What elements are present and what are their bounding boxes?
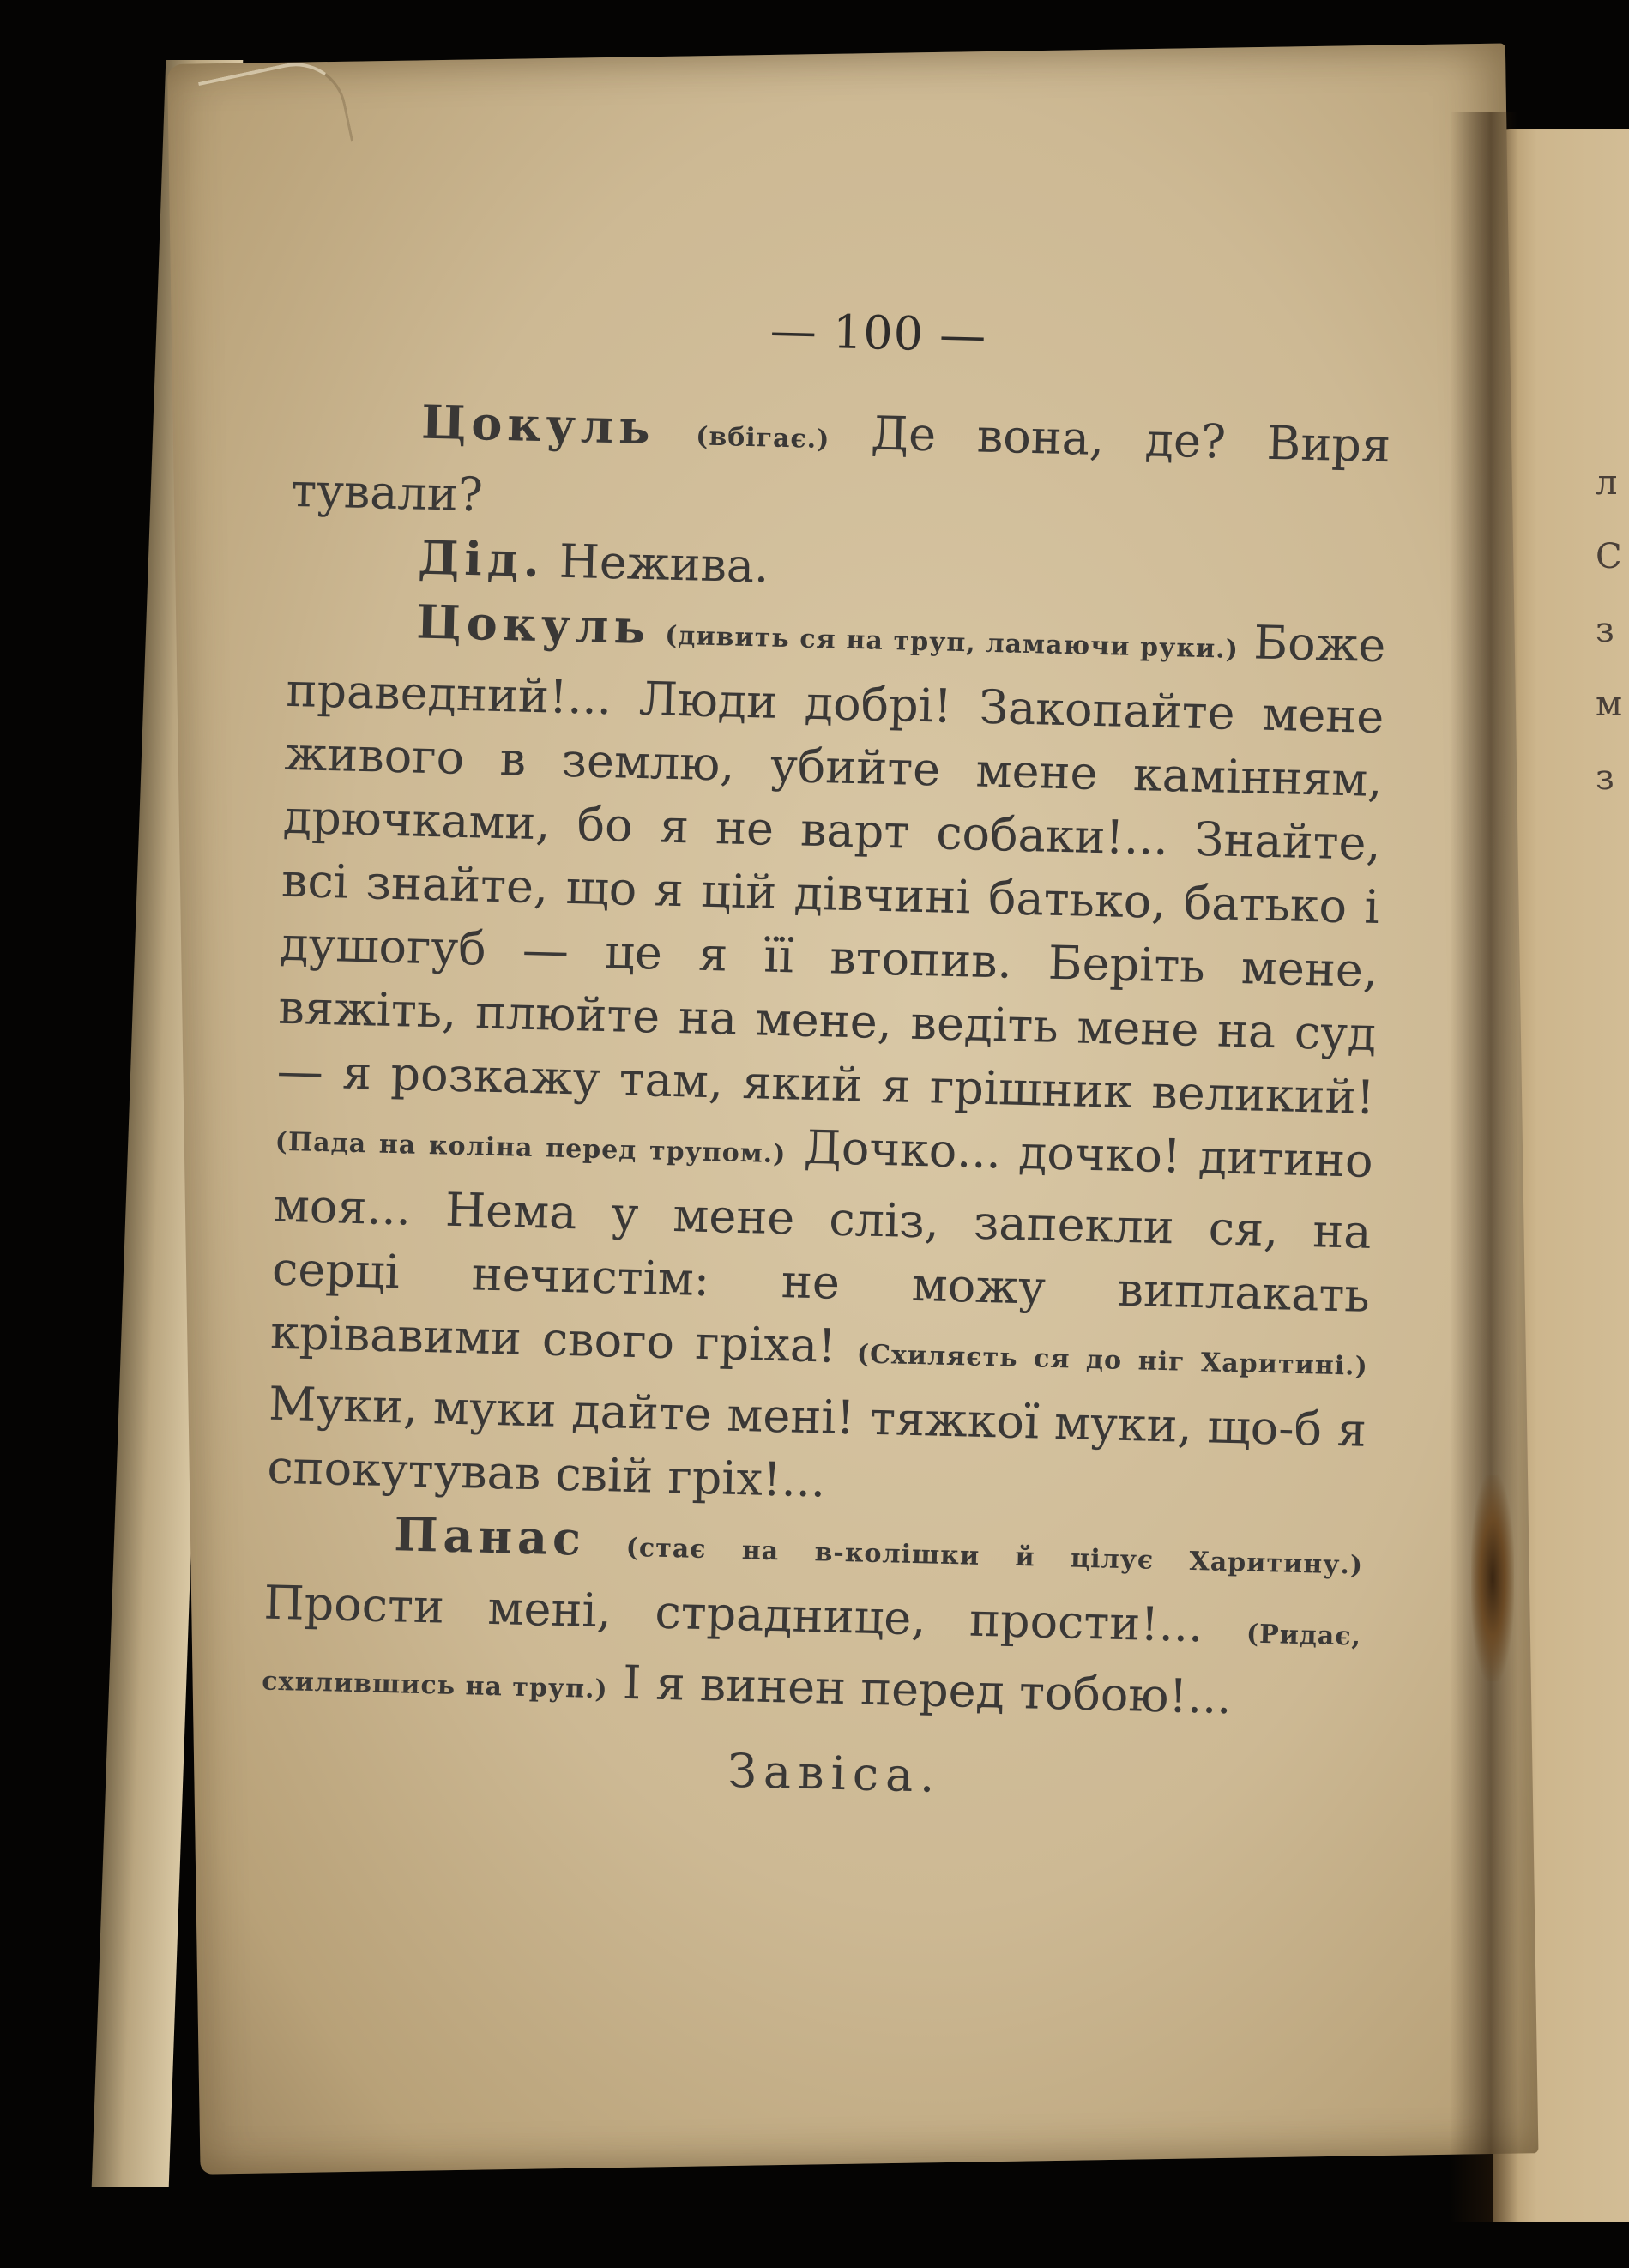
facing-fragment: з bbox=[1596, 758, 1614, 798]
curtain-note: Завіса. bbox=[727, 1743, 943, 1803]
speaker-name: Цокуль bbox=[420, 394, 656, 455]
dialogue-paragraph bbox=[290, 387, 1391, 549]
page-number: — 100 — bbox=[769, 303, 987, 363]
dialogue-text: Боже праведний!... Люди добрі! Закопайте мене живого в землю, убийте мене камінням, дрючками, бо я не варт собаки!... Знайте, всі знайте, що я цій дівчині батько, батько і душогуб — це я її втопив. Беріть мене, вяжіть, плюйте на мене, ведіть мене на суд — я розкажу там, який я грішник великий! bbox=[276, 615, 1387, 1125]
dialogue-paragraph bbox=[267, 587, 1387, 1526]
speaker-name: Цокуль bbox=[415, 594, 651, 655]
dialogue-text: Прости мені, страднице, прости!... bbox=[262, 1575, 1204, 1653]
stage-direction: (Схиляєть ся до ніг Харитині.) bbox=[856, 1339, 1369, 1382]
stage-direction: (Ридає, схилившись на труп.) bbox=[261, 1619, 1362, 1705]
stage-direction: (вбігає.) bbox=[695, 421, 830, 455]
dialogue-text: Нежива. bbox=[558, 534, 770, 594]
facing-fragment: С bbox=[1596, 537, 1622, 576]
facing-page-text bbox=[1596, 446, 1622, 815]
facing-fragment: з bbox=[1596, 611, 1614, 650]
speaker-name: Панас bbox=[393, 1506, 587, 1566]
speaker-name: Дід. bbox=[417, 529, 546, 588]
stage-direction: (дивить ся на труп, ламаючи руки.) bbox=[664, 620, 1240, 665]
facing-fragment: л bbox=[1596, 463, 1618, 503]
page-text bbox=[259, 292, 1393, 1813]
damage-stain bbox=[1471, 1475, 1514, 1681]
dialogue-text: І я винен перед тобою!... bbox=[622, 1655, 1233, 1725]
dialogue-text: Дочко... дочко! дитино моя... Нема у мене сліз, запекли ся, на серці нечистім: не можу виплакать крівавими свого гріха! bbox=[269, 1119, 1374, 1373]
facing-fragment: м bbox=[1596, 685, 1623, 724]
dialogue-text: Муки, муки дайте мені! тяжкої муки, що-б я спокутував свій гріх!... bbox=[266, 1376, 1367, 1508]
page-gutter bbox=[1450, 112, 1518, 2222]
stage-direction: (Пада на коліна перед трупом.) bbox=[275, 1126, 787, 1170]
dialogue-paragraph bbox=[261, 1499, 1364, 1740]
dialogue-text: Де вона, де? Виря тували? bbox=[290, 406, 1391, 522]
stage-direction: (стає на в-колішки й цілує Харитину.) bbox=[625, 1532, 1364, 1581]
